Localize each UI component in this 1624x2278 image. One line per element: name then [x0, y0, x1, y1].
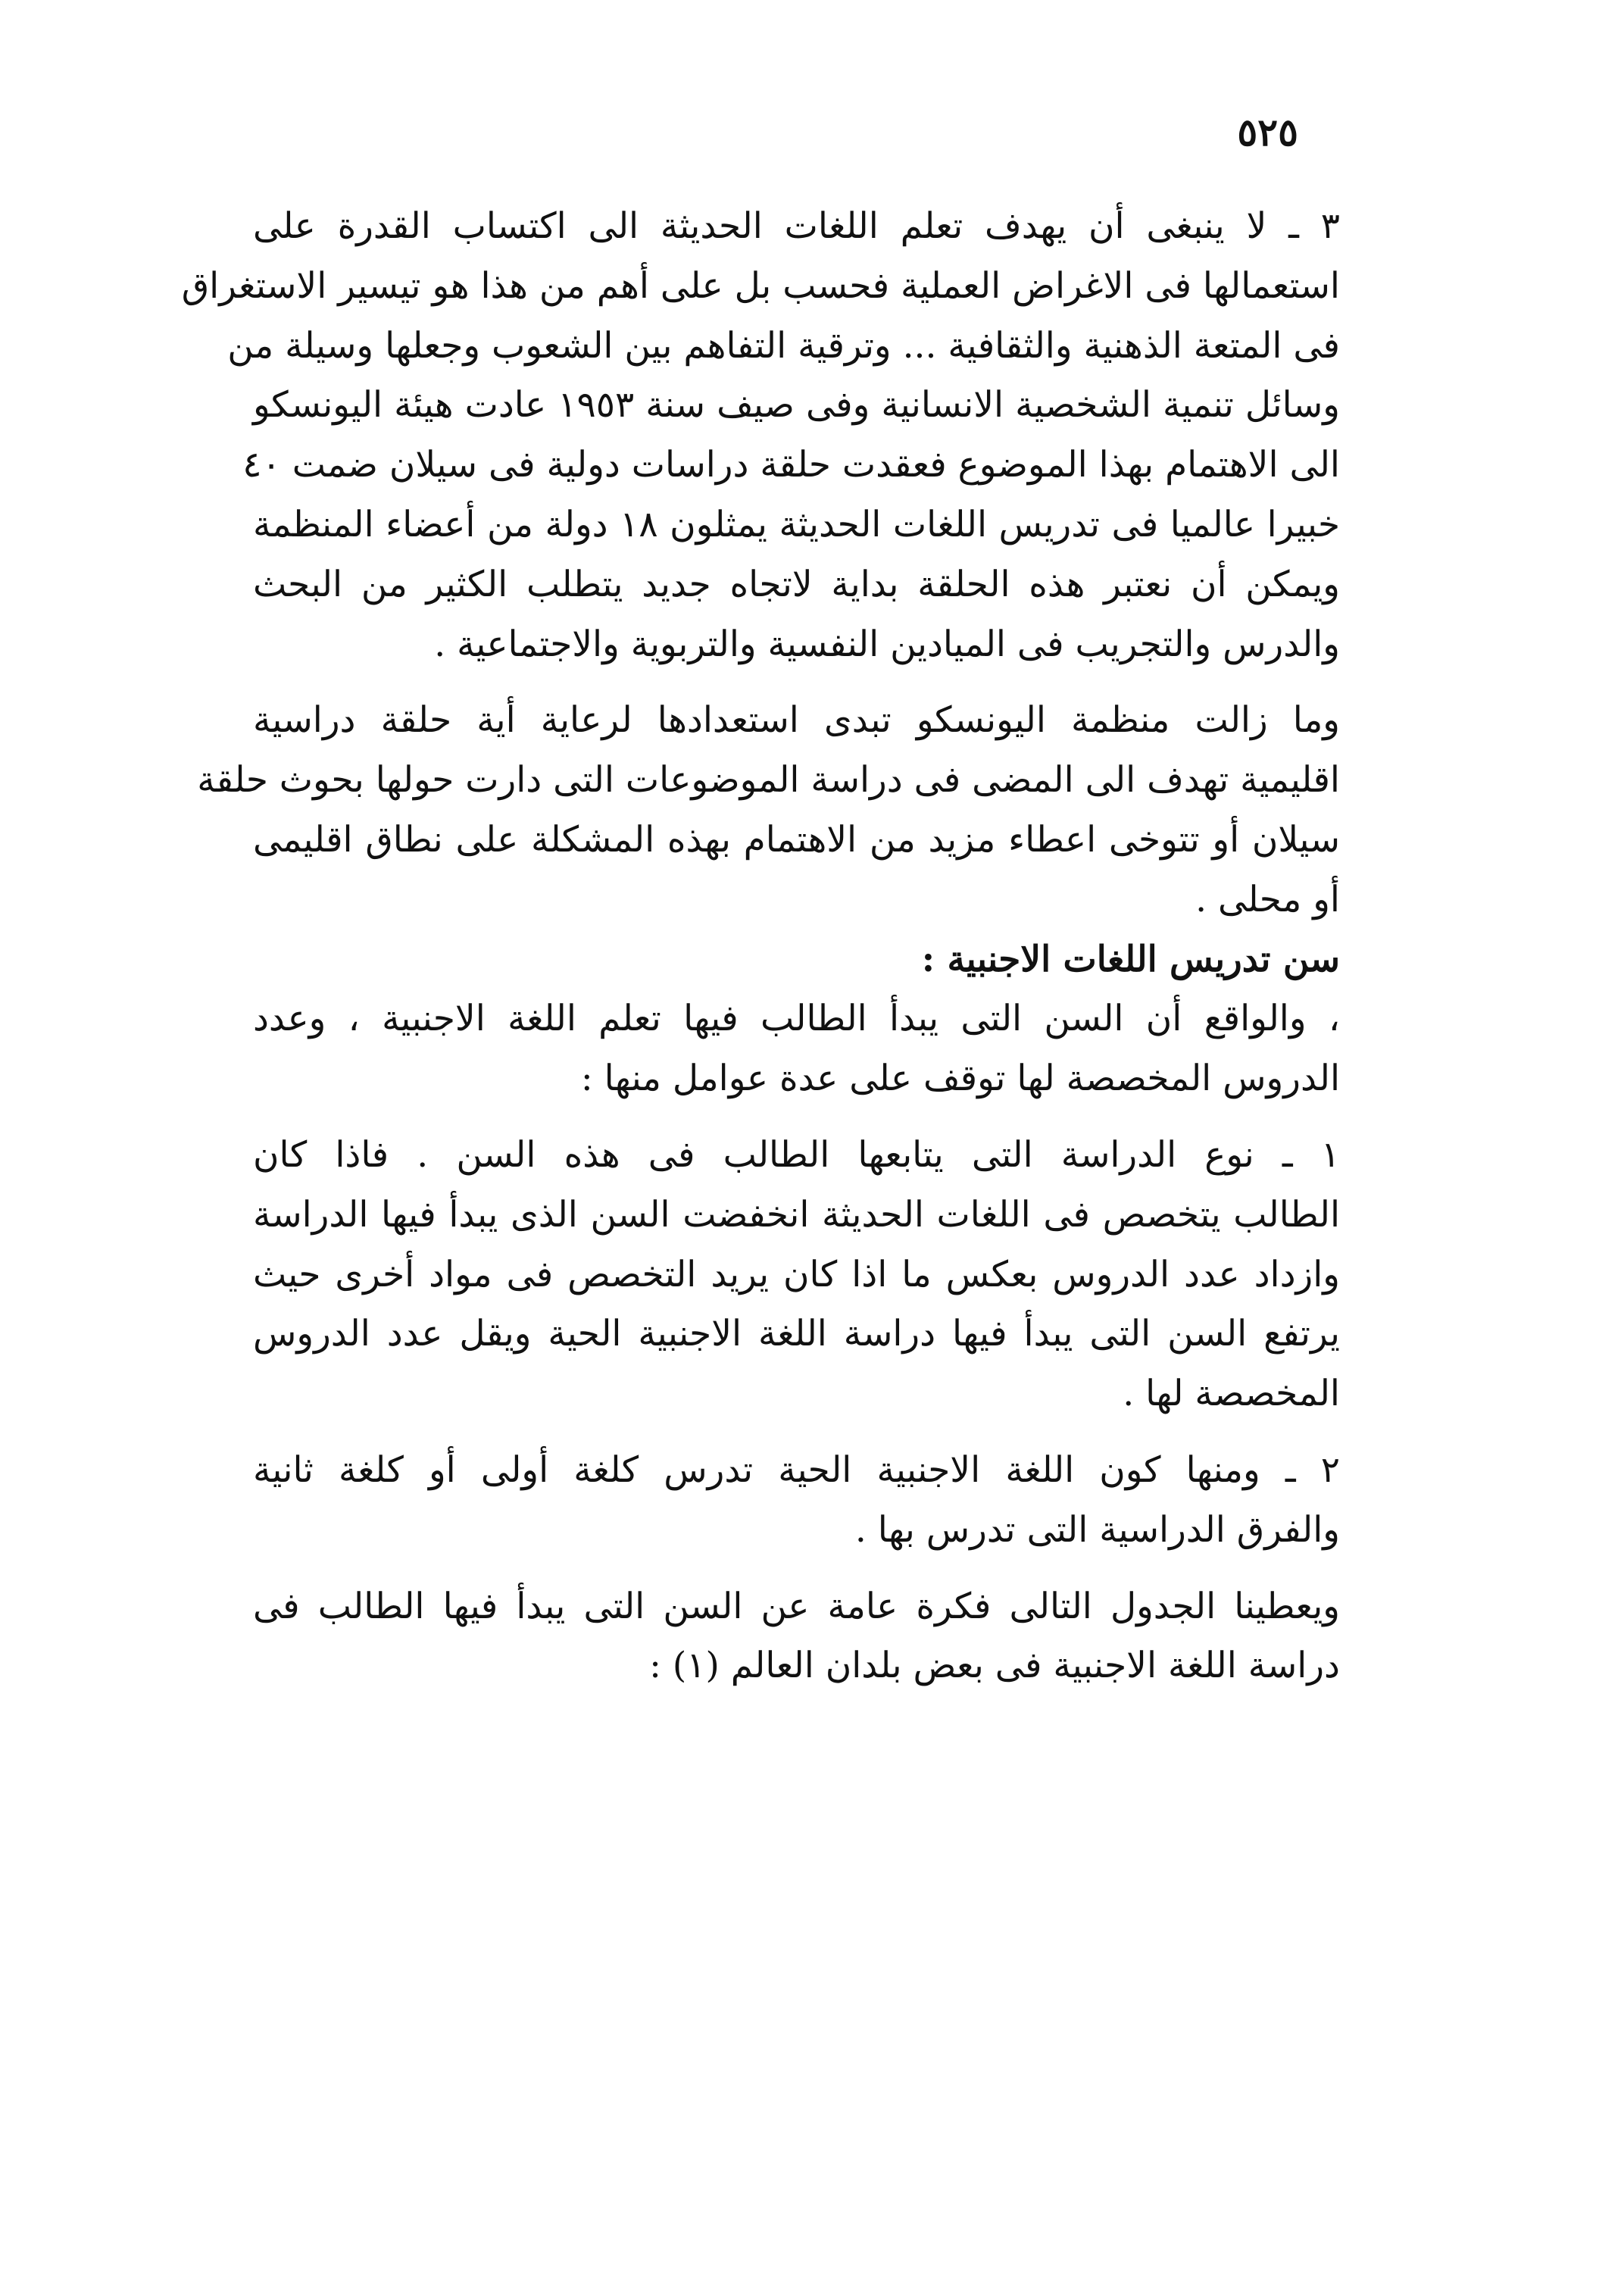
text-line: وسائل تنمية الشخصية الانسانية وفى صيف سنة ١٩٥٣ عادت هيئة اليونسكو	[253, 384, 1340, 427]
paragraph-4	[253, 1126, 1340, 1424]
spacer	[253, 1109, 1340, 1126]
text-line: الطالب يتخصص فى اللغات الحديثة انخفضت السن الذى يبدأ فيها الدراسة	[253, 1193, 1340, 1236]
text-line: ١ ـ نوع الدراسة التى يتابعها الطالب فى هذه السن . فاذا كان	[253, 1133, 1340, 1176]
text-line: يرتفع السن التى يبدأ فيها دراسة اللغة الاجنبية الحية ويقل عدد الدروس	[253, 1313, 1340, 1355]
text-line: دراسة اللغة الاجنبية فى بعض بلدان العالم (١) :	[649, 1645, 1340, 1687]
text-line: ٢ ـ ومنها كون اللغة الاجنبية الحية تدرس كلغة أولى أو كلغة ثانية	[253, 1448, 1340, 1491]
text-line: والفرق الدراسية التى تدرس بها .	[854, 1508, 1340, 1551]
text-line: وما زالت منظمة اليونسكو تبدى استعدادها لرعاية أية حلقة دراسية	[253, 699, 1340, 742]
spacer	[253, 1424, 1340, 1441]
paragraph-6	[253, 1577, 1340, 1697]
text-line: ويمكن أن نعتبر هذه الحلقة بداية لاتجاه جديد يتطلب الكثير من البحث	[253, 563, 1340, 605]
text-line: خبيرا عالميا فى تدريس اللغات الحديثة يمثلون ١٨ دولة من أعضاء المنظمة	[253, 503, 1340, 545]
text-line: ٣ ـ لا ينبغى أن يهدف تعلم اللغات الحديثة الى اكتساب القدرة على	[253, 205, 1340, 247]
text-line: الى الاهتمام بهذا الموضوع فعقدت حلقة دراسات دولية فى سيلان ضمت ٤٠	[242, 444, 1340, 486]
body-text	[181, 197, 1340, 1696]
page-number: ٥٢٥	[1237, 110, 1298, 155]
text-line: أو محلى .	[1195, 878, 1340, 920]
paragraph-1	[181, 197, 1340, 674]
text-line: ، والواقع أن السن التى يبدأ الطالب فيها تعلم اللغة الاجنبية ، وعدد	[253, 998, 1340, 1040]
text-line: ويعطينا الجدول التالى فكرة عامة عن السن التى يبدأ فيها الطالب فى	[253, 1585, 1340, 1627]
spacer	[253, 1561, 1340, 1577]
paragraph-5	[253, 1441, 1340, 1561]
section-heading: سن تدريس اللغات الاجنبية :	[921, 938, 1340, 980]
paragraph-2	[197, 691, 1340, 930]
paragraph-3	[253, 989, 1340, 1109]
text-line: الدروس المخصصة لها توقف على عدة عوامل منها :	[580, 1058, 1340, 1100]
text-line: المخصصة لها .	[1123, 1373, 1340, 1415]
text-line: استعمالها فى الاغراض العملية فحسب بل على أهم من هذا هو تيسير الاستغراق	[181, 264, 1340, 307]
text-line: فى المتعة الذهنية والثقافية ... وترقية التفاهم بين الشعوب وجعلها وسيلة من	[227, 324, 1340, 367]
text-line: وازداد عدد الدروس بعكس ما اذا كان يريد التخصص فى مواد أخرى حيث	[253, 1253, 1340, 1295]
text-line: سيلان أو تتوخى اعطاء مزيد من الاهتمام بهذه المشكلة على نطاق اقليمى	[253, 818, 1340, 861]
text-line: والدرس والتجريب فى الميادين النفسية والتربوية والاجتماعية .	[434, 623, 1340, 665]
spacer	[253, 674, 1340, 691]
text-line: اقليمية تهدف الى المضى فى دراسة الموضوعات التى دارت حولها بحوث حلقة	[197, 759, 1340, 802]
